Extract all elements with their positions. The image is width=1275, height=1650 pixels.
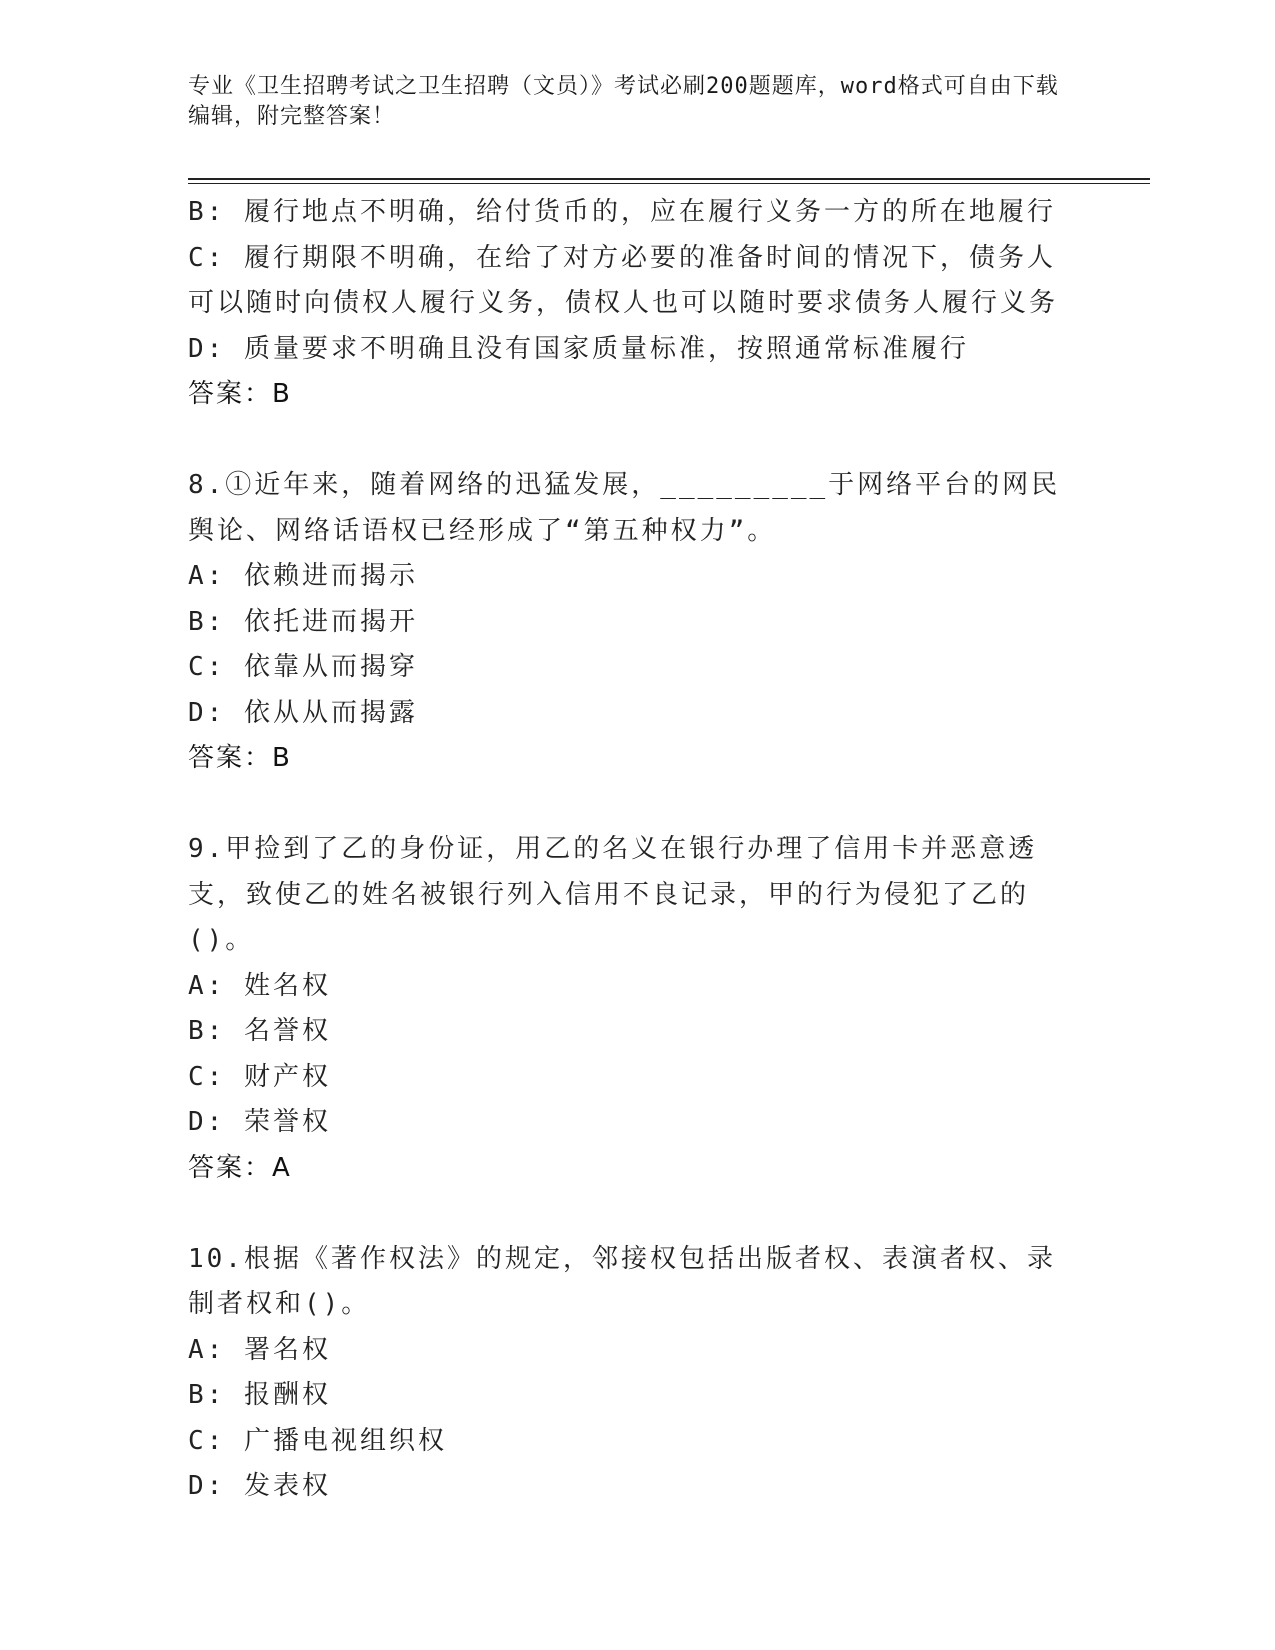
question-stem: 9.甲捡到了乙的身份证，用乙的名义在银行办理了信用卡并恶意透支，致使乙的姓名被银行列入信用不良记录，甲的行为侵犯了乙的()。	[188, 834, 1038, 955]
option-b: B: 报酬权	[188, 1380, 331, 1410]
option-c: C: 依靠从而揭穿	[188, 652, 418, 682]
header-divider-thick	[188, 178, 1150, 180]
option-d: D: 发表权	[188, 1471, 331, 1501]
option-d: D: 荣誉权	[188, 1107, 331, 1137]
option-a: A: 依赖进而揭示	[188, 561, 418, 591]
document-body	[188, 190, 1068, 1510]
answer-line: 答案：A	[188, 1152, 292, 1183]
option-c: C: 财产权	[188, 1061, 331, 1092]
option-c: C: 履行期限不明确，在给了对方必要的准备时间的情况下，债务人可以随时向债权人履行义务，债权人也可以随时要求债务人履行义务	[188, 242, 1059, 318]
spacer	[188, 1191, 1068, 1237]
option-a: A: 姓名权	[188, 970, 331, 1001]
document-header	[188, 72, 1068, 132]
answer-line: 答案：B	[188, 379, 292, 409]
option-b: B: 名誉权	[188, 1016, 331, 1046]
question-10	[188, 1237, 1068, 1510]
spacer	[188, 418, 1068, 464]
header-title: 专业《卫生招聘考试之卫生招聘（文员）》考试必刷200题题库，word格式可自由下载编辑，附完整答案！	[188, 74, 1059, 129]
question-8	[188, 463, 1068, 782]
spacer	[188, 782, 1068, 828]
option-a: A: 署名权	[188, 1334, 331, 1365]
question-stem: 8.①近年来，随着网络的迅猛发展，_________于网络平台的网民舆论、网络话语权已经形成了“第五种权力”。	[188, 470, 1061, 546]
answer-line: 答案：B	[188, 743, 292, 773]
question-stem: 10.根据《著作权法》的规定，邻接权包括出版者权、表演者权、录制者权和()。	[188, 1243, 1056, 1319]
previous-question-tail	[188, 190, 1068, 418]
option-c: C: 广播电视组织权	[188, 1425, 447, 1456]
option-d: D: 质量要求不明确且没有国家质量标准，按照通常标准履行	[188, 333, 969, 364]
option-b: B: 依托进而揭开	[188, 606, 418, 637]
question-9	[188, 827, 1068, 1191]
option-b: B: 履行地点不明确，给付货币的，应在履行义务一方的所在地履行	[188, 197, 1056, 227]
option-d: D: 依从从而揭露	[188, 697, 418, 728]
header-divider-thin	[188, 183, 1150, 184]
